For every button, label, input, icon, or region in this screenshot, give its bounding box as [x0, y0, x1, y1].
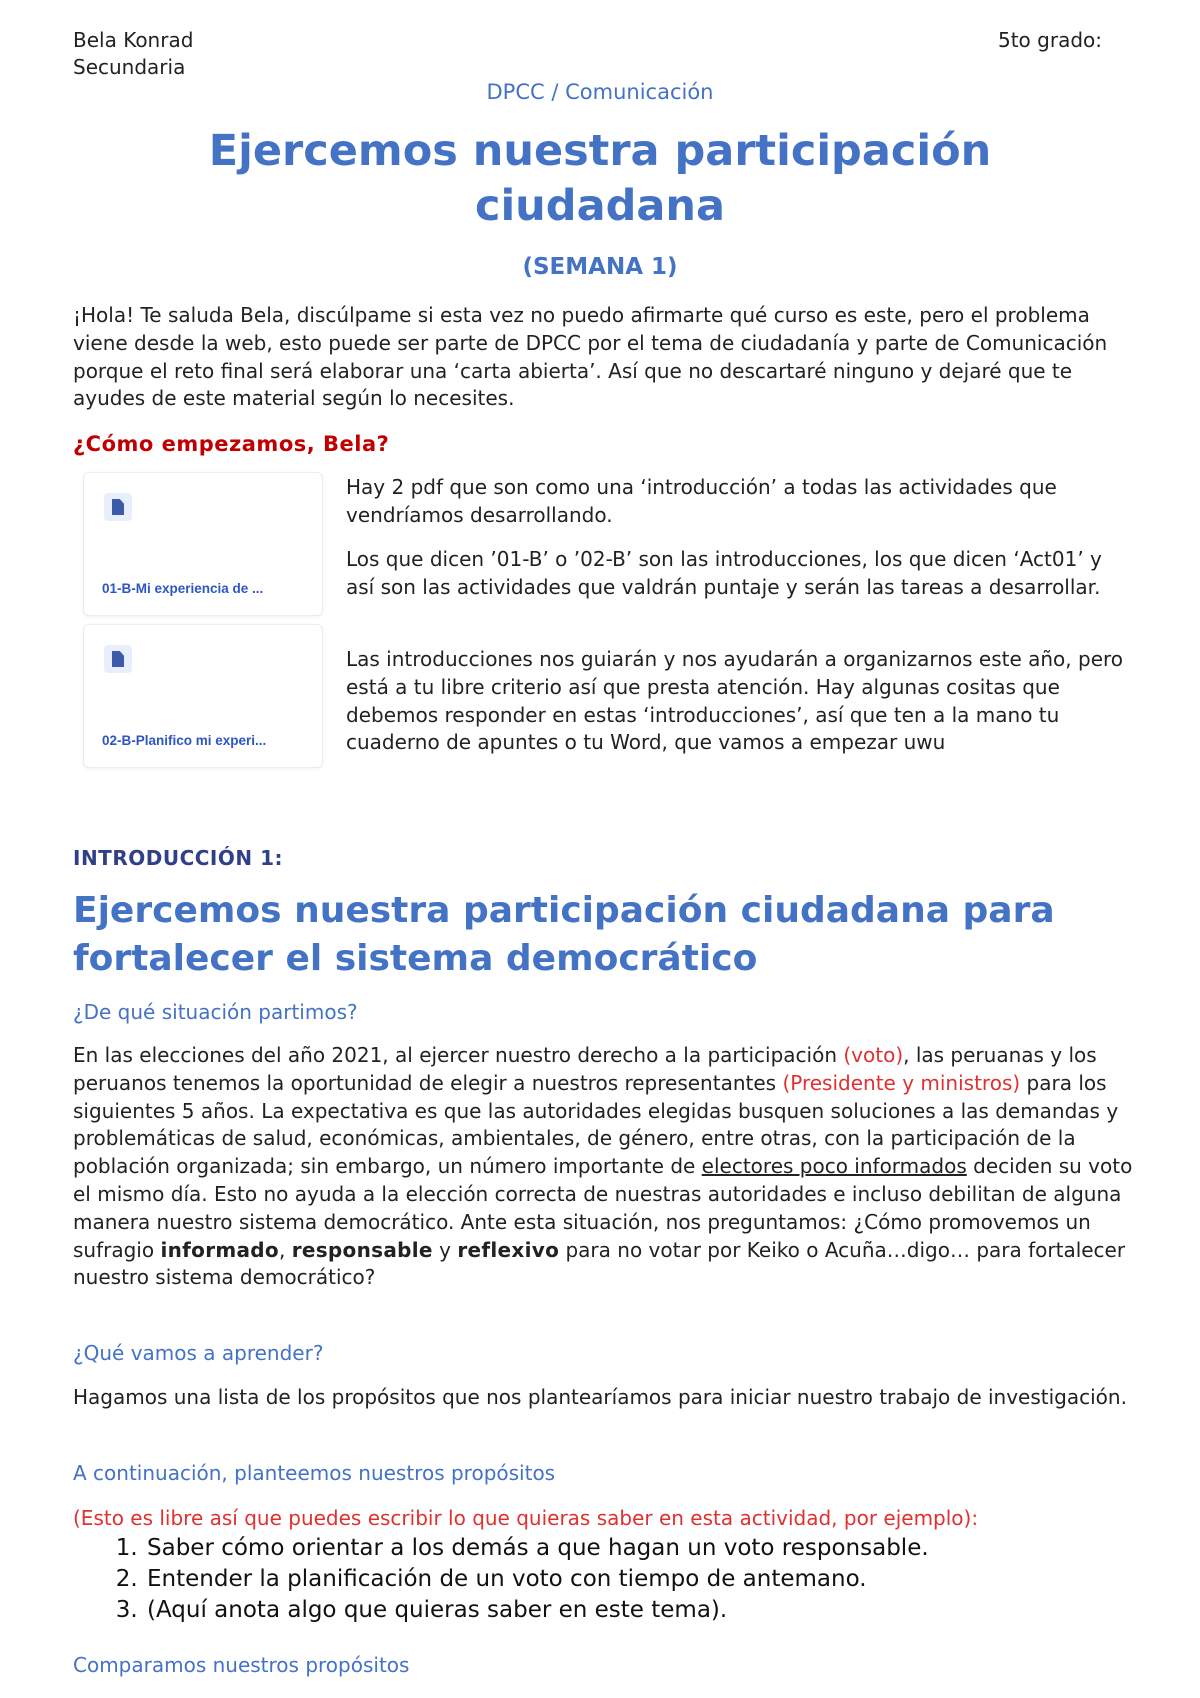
- free-note: (Esto es libre así que puedes escribir lo que quieras saber en esta actividad, por ejemplo):: [73, 1506, 979, 1530]
- situation-text: para no votar por Keiko o Acuña…digo… para fortalecer nuestro sistema democrático?: [73, 1237, 1126, 1290]
- list-item: 1. Saber cómo orientar a los demás a que hagan un voto responsable.: [145, 1533, 929, 1564]
- reflexivo-bold: reflexivo: [457, 1237, 560, 1262]
- voto-highlight: (voto): [843, 1043, 904, 1067]
- guidance-paragraph: Las introducciones nos guiarán y nos ayudarán a organizarnos este año, pero está a tu libre criterio así que presta atención. Hay algunas cositas que debemos responder en estas ‘introducciones’, así que ten a la mano tu cuaderno de apuntes o tu Word, que vamos a empezar uwu: [346, 647, 1124, 755]
- goals-list: [73, 1533, 929, 1626]
- page-title: Ejercemos nuestra participación ciudadana: [208, 126, 992, 231]
- situation-text: ,: [278, 1237, 292, 1262]
- electores-underline: electores poco informados: [701, 1154, 967, 1179]
- list-item: 2. Entender la planificación de un voto con tiempo de antemano.: [145, 1564, 929, 1595]
- presidente-highlight: (Presidente y ministros): [782, 1070, 1021, 1095]
- situation-heading: ¿De qué situación partimos?: [73, 1000, 358, 1024]
- responsable-bold: responsable: [291, 1237, 433, 1262]
- document-icon: [104, 493, 132, 521]
- situation-text: y: [432, 1237, 458, 1262]
- file-card-label: 02-B-Planifico mi experi...: [102, 733, 267, 748]
- list-item: 3. (Aquí anota algo que quieras saber en este tema).: [145, 1595, 929, 1626]
- file-card-01[interactable]: [83, 472, 323, 616]
- school-level: Secundaria: [73, 55, 186, 79]
- file-card-02[interactable]: [83, 624, 323, 768]
- situation-text: En las elecciones del año 2021, al ejercer nuestro derecho a la participación: [73, 1043, 844, 1067]
- intro-pdf-paragraph: Hay 2 pdf que son como una ‘introducción’ a todas las actividades que vendríamos desarrollando.: [346, 475, 1057, 527]
- situation-text: para los siguientes 5 años. La expectativa es que las autoridades elegidas busquen soluciones a las demandas y problemáticas de salud, económicas, ambientales, de género, entre otras, con la participación de la población organizada; sin embargo, un número importante de: [73, 1070, 1119, 1179]
- author-name: Bela Konrad: [73, 28, 194, 52]
- situation-paragraph: [73, 1042, 1133, 1292]
- learn-paragraph: Hagamos una lista de los propósitos que nos plantearíamos para iniciar nuestro trabajo de investigación.: [73, 1385, 1127, 1409]
- greeting-paragraph: ¡Hola! Te saluda Bela, discúlpame si esta vez no puedo afirmarte qué curso es este, pero el problema viene desde la web, esto puede ser parte de DPCC por el tema de ciudadanía y parte de Comunicación porque el reto final será elaborar una ‘carta abierta’. Así que no descartaré ninguno y dejaré que te ayudes de este material según lo necesites.: [73, 303, 1108, 411]
- header-left: [73, 27, 193, 81]
- subject-label: DPCC / Comunicación: [486, 80, 714, 104]
- codes-paragraph: Los que dicen ’01-B’ o ’02-B’ son las introducciones, los que dicen ‘Act01’ y así son las actividades que valdrán puntaje y serán las tareas a desarrollar.: [346, 547, 1102, 599]
- intro-label: INTRODUCCIÓN 1:: [73, 846, 283, 870]
- week-label: (SEMANA 1): [522, 254, 678, 280]
- intro-title: Ejercemos nuestra participación ciudadana para fortalecer el sistema democrático: [73, 890, 1055, 979]
- learn-heading: ¿Qué vamos a aprender?: [73, 1341, 324, 1365]
- informado-bold: informado: [160, 1237, 279, 1262]
- purposes-heading: A continuación, planteemos nuestros propósitos: [73, 1461, 556, 1485]
- compare-heading: Comparamos nuestros propósitos: [73, 1653, 410, 1677]
- situation-text: , las peruanas y los peruanos tenemos la oportunidad de elegir a nuestros representantes: [73, 1043, 1097, 1095]
- file-card-label: 01-B-Mi experiencia de ...: [102, 581, 264, 596]
- how-start-heading: ¿Cómo empezamos, Bela?: [73, 432, 390, 456]
- document-icon: [104, 645, 132, 673]
- grade-label: 5to grado:: [997, 28, 1102, 52]
- situation-text: deciden su voto el mismo día. Esto no ayuda a la elección correcta de nuestras autoridades e incluso debilitan de alguna manera nuestro sistema democrático. Ante esta situación, nos preguntamos: ¿Cómo promovemos un sufragio: [73, 1154, 1133, 1262]
